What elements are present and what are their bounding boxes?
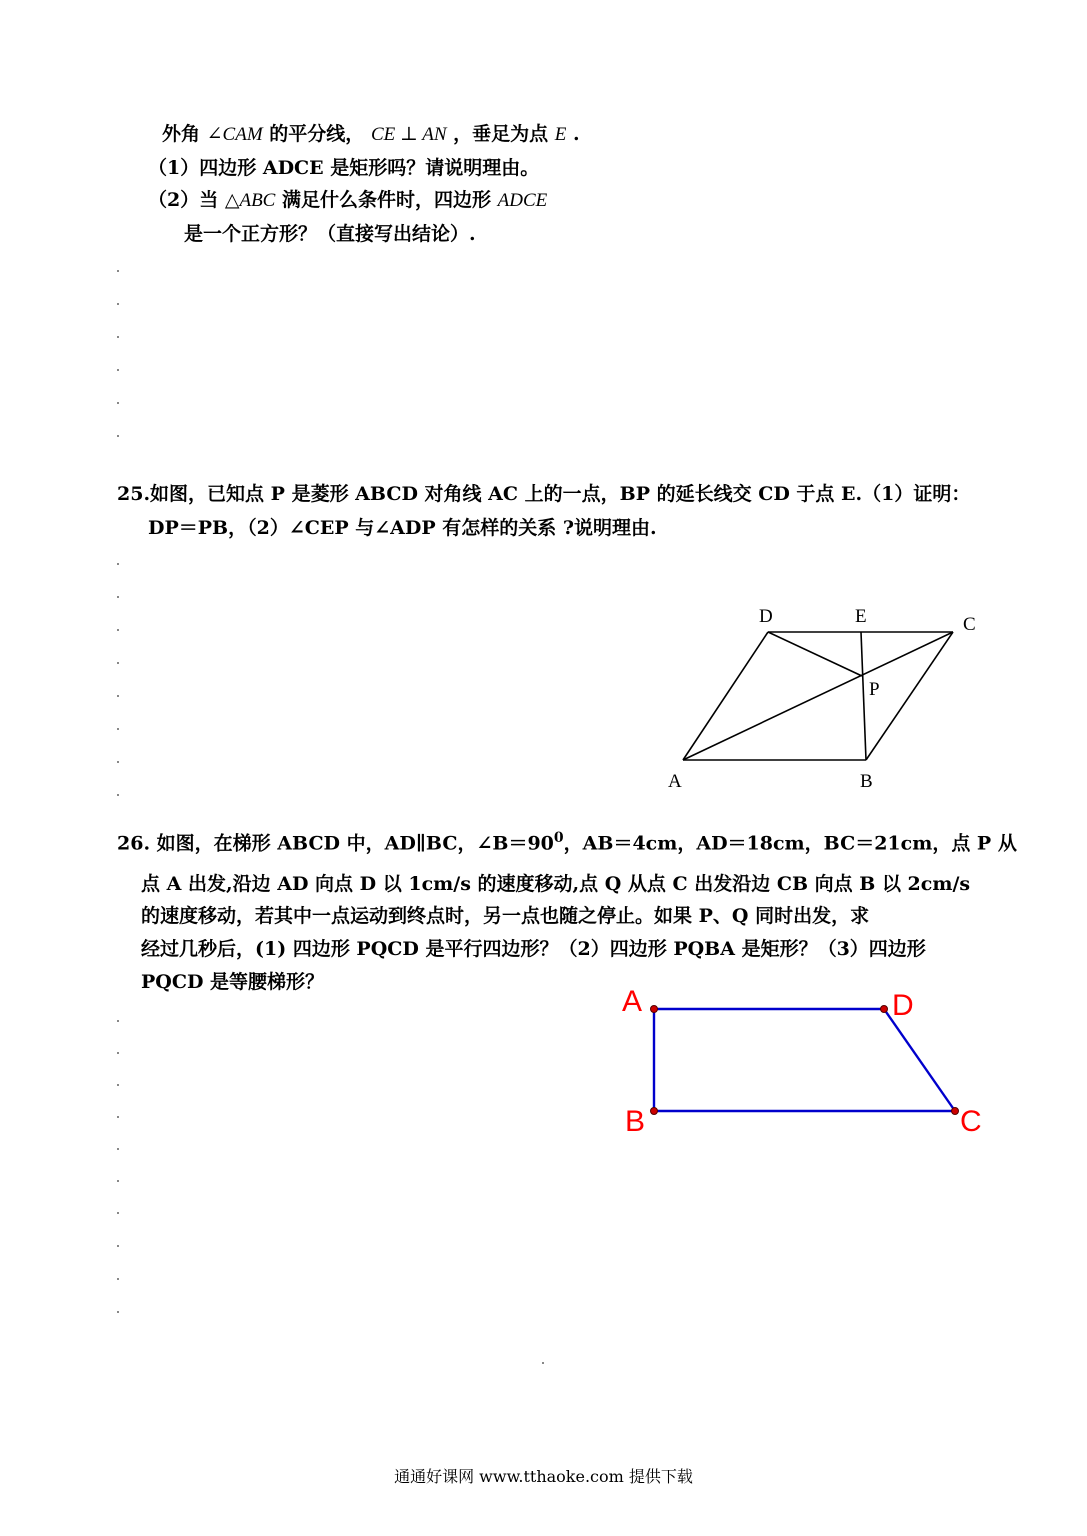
label-b: B bbox=[860, 771, 873, 792]
margin-dot bbox=[542, 1362, 544, 1364]
q26-line4: 经过几秒后，(1) 四边形 PQCD 是平行四边形？（2）四边形 PQBA 是矩形？（3）四边形 bbox=[141, 938, 926, 960]
q24-part1: （1）四边形 ADCE 是矩形吗？请说明理由。 bbox=[148, 157, 540, 179]
margin-dot bbox=[117, 1311, 119, 1313]
q26-line1-main: 26. 如图，在梯形 ABCD 中，AD∥BC，∠B＝90 bbox=[117, 832, 554, 855]
margin-dot bbox=[117, 1245, 119, 1247]
quad-adce: ADCE bbox=[497, 190, 548, 211]
q24-line1-prefix: 外角 bbox=[162, 123, 201, 145]
point-d bbox=[881, 1006, 888, 1013]
q24-part2-prefix: （2）当 bbox=[148, 189, 219, 211]
margin-dot bbox=[117, 1212, 119, 1214]
label-e: E bbox=[855, 606, 867, 627]
label-d: D bbox=[759, 606, 773, 627]
q26-line1-rest: ，AB＝4cm，AD＝18cm，BC＝21cm，点 P 从 bbox=[563, 832, 1017, 855]
q26-line3: 的速度移动，若其中一点运动到终点时，另一点也随之停止。如果 P、Q 同时出发，求 bbox=[141, 905, 870, 927]
q24-line1-end: . bbox=[573, 123, 580, 145]
label-p: P bbox=[869, 679, 880, 700]
margin-dot bbox=[117, 1278, 119, 1280]
q26-line5: PQCD 是等腰梯形？ bbox=[141, 971, 325, 993]
angle-cam: ∠CAM bbox=[206, 124, 263, 145]
q24-part2-mid: 满足什么条件时，四边形 bbox=[281, 189, 491, 211]
q25-line1: 25.如图，已知点 P 是菱形 ABCD 对角线 AC 上的一点，BP 的延长线交 CD 于点 E.（1）证明： bbox=[117, 483, 971, 505]
label-a: A bbox=[622, 985, 643, 1018]
label-d: D bbox=[892, 989, 914, 1022]
point-c bbox=[952, 1108, 959, 1115]
ce-perp-an: CE ⊥ AN bbox=[370, 124, 447, 145]
q24-part2-line2: 是一个正方形？（直接写出结论）. bbox=[184, 223, 476, 245]
label-b: B bbox=[625, 1105, 646, 1138]
triangle-abc: △ABC bbox=[224, 190, 276, 211]
q24-line1-mid: 的平分线， bbox=[269, 123, 365, 145]
side-dc bbox=[884, 1009, 955, 1111]
q26-degree-sup: 0 bbox=[553, 830, 564, 846]
point-a bbox=[651, 1006, 658, 1013]
page-footer: 通通好课网 www.tthaoke.com 提供下载 bbox=[394, 1467, 693, 1486]
q26-line2: 点 A 出发,沿边 AD 向点 D 以 1cm/s 的速度移动,点 Q 从点 C 出发沿边 CB 向点 B 以 2cm/s bbox=[141, 873, 971, 895]
point-e: E bbox=[554, 124, 567, 145]
label-c: C bbox=[960, 1105, 982, 1138]
q24-line1-mid2: ，垂足为点 bbox=[453, 123, 549, 145]
point-b bbox=[651, 1108, 658, 1115]
label-a: A bbox=[668, 771, 682, 792]
q25-line2: DP＝PB，（2）∠CEP 与∠ADP 有怎样的关系 ?说明理由. bbox=[148, 517, 657, 539]
label-c: C bbox=[963, 614, 976, 635]
